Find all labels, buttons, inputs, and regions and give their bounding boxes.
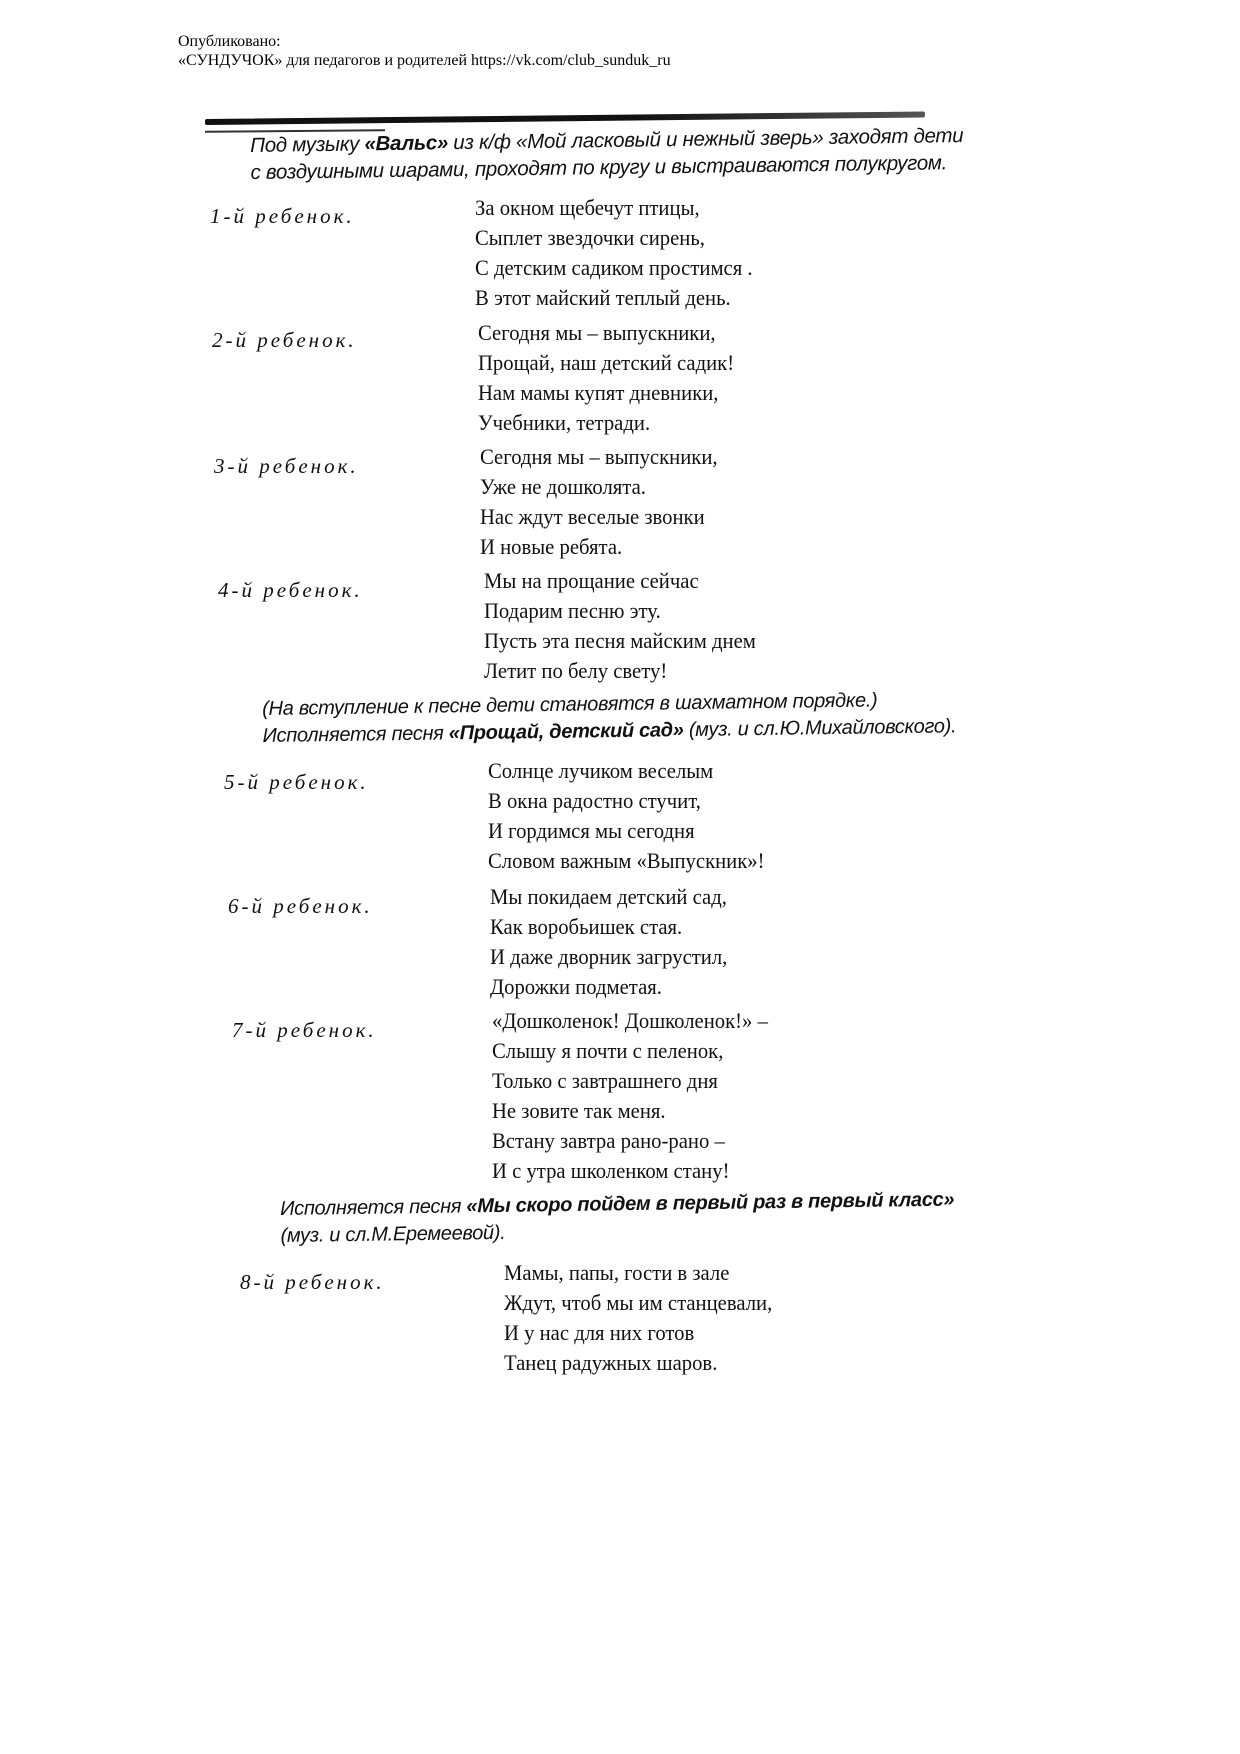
verse-4: Мы на прощание сейчас Подарим песню эту. Пусть эта песня майским днем Летит по белу свету! — [484, 568, 756, 683]
verse-3: Сегодня мы – выпускники, Уже не дошколята. Нас ждут веселые звонки И новые ребята. — [480, 444, 718, 559]
speaker-7: 7-й ребенок. — [232, 1018, 377, 1042]
publication-header — [178, 32, 671, 70]
speaker-5: 5-й ребенок. — [224, 770, 369, 794]
top-rule — [205, 111, 925, 125]
intro-stage-direction: Под музыку «Вальс» из к/ф «Мой ласковый и нежный зверь» заходят дети с воздушными шарами, проходят по кругу и выстраиваются полукругом. — [250, 124, 964, 184]
verse-7: «Дошколенок! Дошколенок!» – Слышу я почти с пеленок, Только с завтрашнего дня Не зовите так меня. Встану завтра рано-рано – И с утра школенком стану! — [492, 1008, 768, 1183]
verse-8: Мамы, папы, гости в зале Ждут, чтоб мы им станцевали, И у нас для них готов Танец радужных шаров. — [504, 1260, 773, 1375]
speaker-1: 1-й ребенок. — [210, 204, 355, 228]
speaker-4: 4-й ребенок. — [218, 578, 363, 602]
speaker-8: 8-й ребенок. — [240, 1270, 385, 1294]
verse-5: Солнце лучиком веселым В окна радостно стучит, И гордимся мы сегодня Словом важным «Выпускник»! — [488, 758, 765, 873]
verse-1: За окном щебечут птицы, Сыплет звездочки сирень, С детским садиком простимся . В этот майский теплый день. — [475, 195, 753, 310]
stage-direction-song-2: Исполняется песня «Мы скоро пойдем в первый раз в первый класс» (муз. и сл.М.Еремеевой). — [280, 1188, 955, 1247]
speaker-6: 6-й ребенок. — [228, 894, 373, 918]
stage-direction-song-1: (На вступление к песне дети становятся в шахматном порядке.) Исполняется песня «Прощай, детский сад» (муз. и сл.Ю.Михайловского). — [262, 689, 957, 747]
verse-6: Мы покидаем детский сад, Как воробьишек стая. И даже дворник загрустил, Дорожки подметая. — [490, 884, 728, 999]
song-title-goodbye-kindergarten: «Прощай, детский сад» — [448, 719, 684, 745]
song-title-waltz: «Вальс» — [364, 131, 449, 156]
published-label: Опубликовано: — [178, 33, 281, 50]
speaker-3: 3-й ребенок. — [214, 454, 359, 478]
song-title-first-class: «Мы скоро пойдем в первый раз в первый класс» — [466, 1188, 955, 1218]
source-line: «СУНДУЧОК» для педагогов и родителей https://vk.com/club_sunduk_ru — [178, 52, 671, 69]
verse-2: Сегодня мы – выпускники, Прощай, наш детский садик! Нам мамы купят дневники, Учебники, тетради. — [478, 320, 735, 435]
speaker-2: 2-й ребенок. — [212, 328, 357, 352]
